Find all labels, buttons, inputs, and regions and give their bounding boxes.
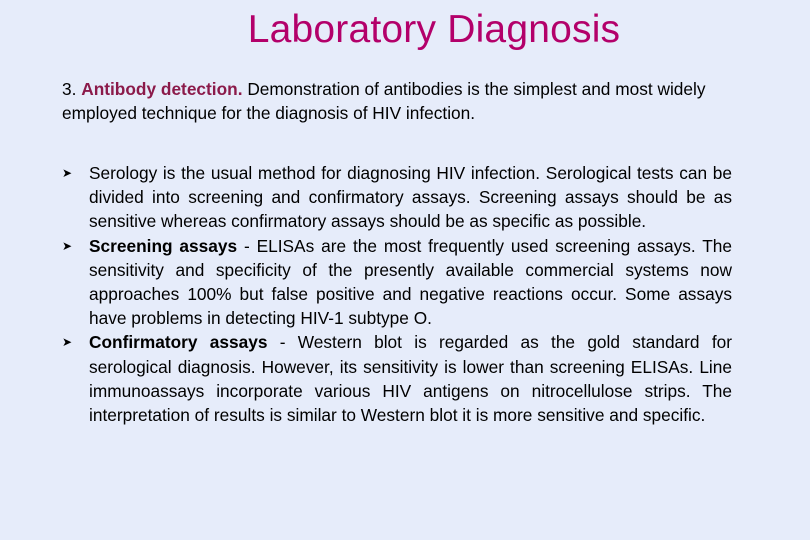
- intro-label: Antibody detection.: [81, 79, 243, 99]
- bullet-bold: Screening assays: [89, 235, 238, 256]
- arrowhead-bullet-icon: ➤: [62, 166, 73, 180]
- bullet-text: Serology is the usual method for diagnosing HIV infection. Serological tests can be divided into screening and confirmatory assays. Screening assays should be as sensitive whereas confirmatory assays should be as specific as possible.: [89, 163, 732, 232]
- arrowhead-bullet-icon: ➤: [62, 335, 73, 350]
- intro-text: Demonstration of antibodies is the simplest and most widely employed technique for the diagnosis of HIV infection.: [62, 79, 706, 123]
- bullet-item-screening: [62, 234, 732, 331]
- bullet-item-confirmatory: [62, 330, 732, 427]
- arrowhead-bullet-icon: ➤: [62, 238, 73, 253]
- bullet-bold: Confirmatory assays: [89, 332, 268, 353]
- page-title: Laboratory Diagnosis: [247, 8, 621, 51]
- intro-paragraph: [62, 77, 762, 125]
- bullet-text: - Western blot is regarded as the gold standard for serological diagnosis. However, its sensitivity is lower than screening ELISAs. Line immunoassays incorporate various HIV antigens on nitrocellulose strips. The interpretation of results is similar to Western blot it is more sensitive and specific.: [89, 332, 732, 426]
- intro-number: 3.: [62, 79, 82, 99]
- bullet-list: [62, 161, 732, 427]
- bullet-item-serology: [62, 161, 732, 234]
- bullet-text: - ELISAs are the most frequently used screening assays. The sensitivity and specificity of the presently available commercial systems now approaches 100% but false positive and negative reactions occur. Some assays have problems in detecting HIV-1 subtype O.: [89, 235, 732, 329]
